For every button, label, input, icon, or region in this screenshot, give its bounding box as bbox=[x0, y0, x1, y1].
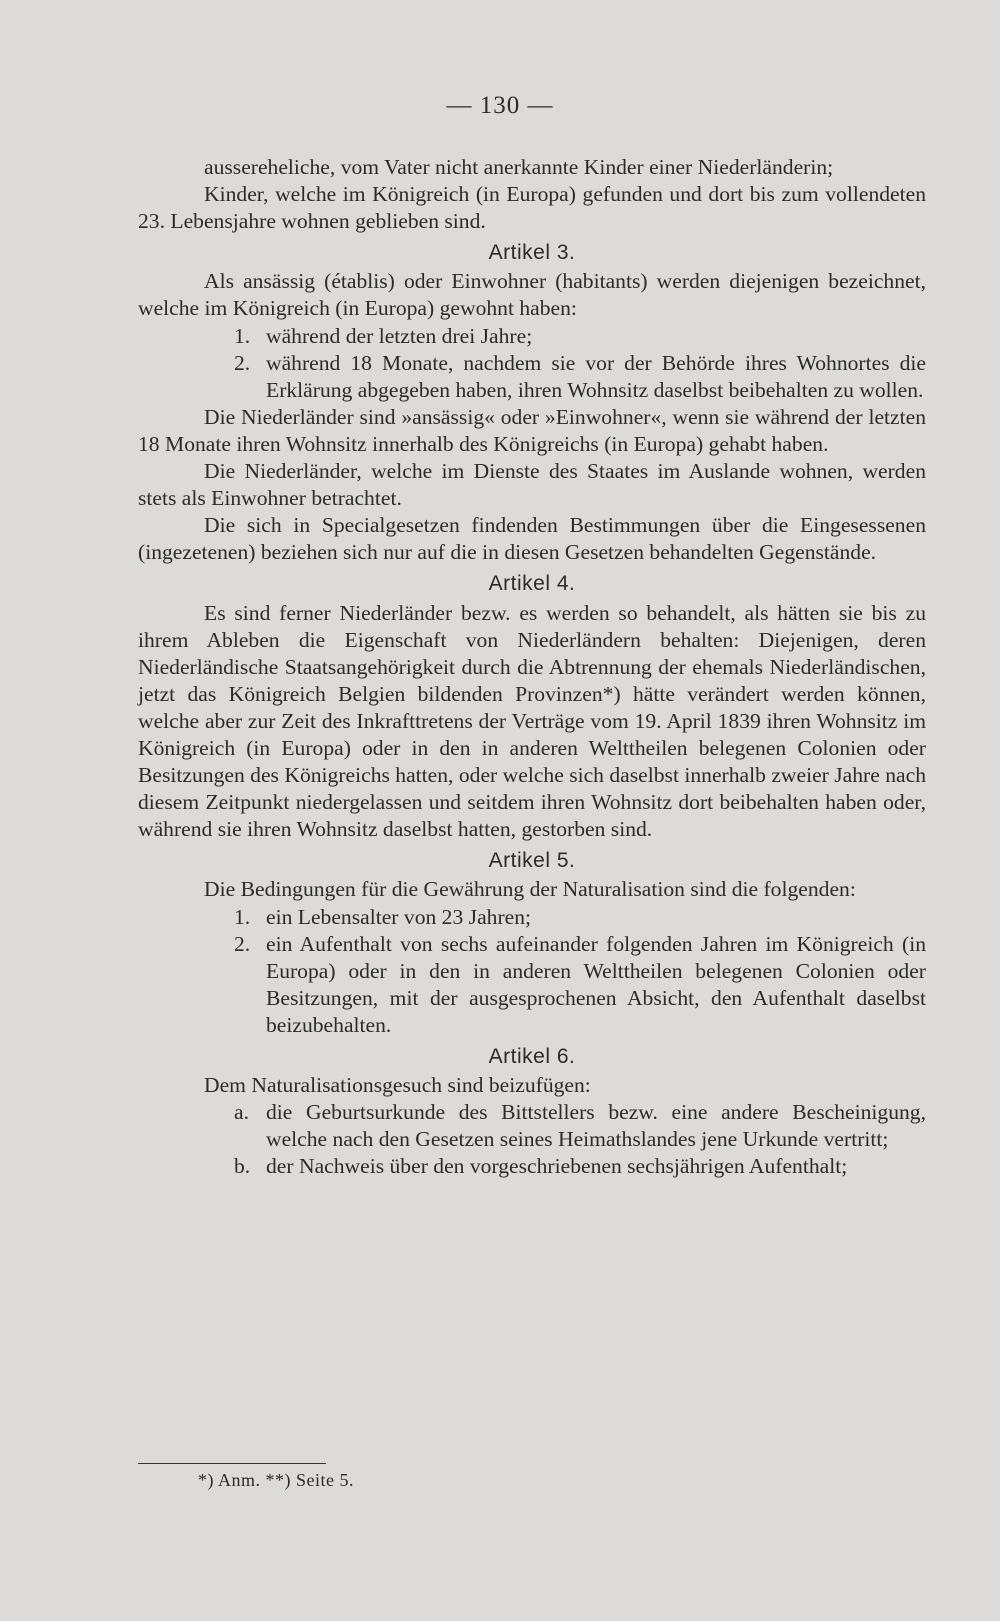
list-item-text: die Geburtsurkunde des Bittstellers bezw. eine andere Bescheinigung, welche nach den Gesetzen seines Heimathslandes jene Urkunde vertritt; bbox=[266, 1100, 926, 1152]
list-item-text: ein Lebensalter von 23 Jahren; bbox=[266, 904, 532, 929]
list-item-number: 2. bbox=[234, 931, 251, 956]
list-item-number: 1. bbox=[234, 323, 251, 348]
article-heading: Artikel 4. bbox=[488, 572, 576, 596]
paragraph: Dem Naturalisationsgesuch sind beizufügen: bbox=[204, 1073, 591, 1098]
article-heading: Artikel 5. bbox=[488, 849, 576, 873]
paragraph: aussereheliche, vom Vater nicht anerkannte Kinder einer Niederländerin; bbox=[204, 155, 834, 179]
paragraph: Die Niederländer sind »ansässig« oder »Einwohner«, wenn sie während der letzten 18 Monate ihren Wohnsitz innerhalb des Königreichs (in Europa) gehabt haben. bbox=[138, 404, 926, 456]
article-heading: Artikel 3. bbox=[488, 241, 576, 265]
paragraph: Die sich in Specialgesetzen findenden Bestimmungen über die Eingesessenen (ingezetenen) beziehen sich nur auf die in diesen Gesetzen behandelten Gegenstände. bbox=[138, 513, 926, 565]
page-number: — 130 — bbox=[446, 92, 554, 119]
list-item bbox=[138, 1153, 926, 1180]
paragraph: Als ansässig (établis) oder Einwohner (habitants) werden diejenigen bezeichnet, welche im Königreich (in Europa) gewohnt haben: bbox=[138, 269, 926, 321]
article-heading: Artikel 6. bbox=[488, 1045, 576, 1068]
list-item bbox=[138, 323, 926, 350]
list-item-letter: b. bbox=[234, 1154, 251, 1179]
paragraph: Die Bedingungen für die Gewährung der Naturalisation sind die folgenden: bbox=[204, 877, 856, 902]
paragraph: Kinder, welche im Königreich (in Europa) gefunden und dort bis zum vollendeten 23. Lebensjahre wohnen geblieben sind. bbox=[138, 182, 926, 234]
list-item bbox=[138, 350, 926, 404]
footnote: *) Anm. **) Seite 5. bbox=[198, 1470, 354, 1490]
footnote-divider bbox=[138, 1463, 326, 1464]
list-item-number: 2. bbox=[234, 350, 251, 375]
list-item-text: während der letzten drei Jahre; bbox=[266, 323, 533, 348]
page-body bbox=[138, 154, 926, 1180]
list-item-text: während 18 Monate, nachdem sie vor der Behörde ihres Wohnortes die Erklärung abgegeben haben, ihren Wohnsitz daselbst beibehalten zu wollen. bbox=[266, 350, 926, 402]
paragraph: Die Niederländer, welche im Dienste des Staates im Auslande wohnen, werden stets als Einwohner betrachtet. bbox=[138, 459, 926, 511]
list-item-letter: a. bbox=[234, 1100, 249, 1125]
list-item-text: ein Aufenthalt von sechs aufeinander folgenden Jahren im Königreich (in Europa) oder in den in anderen Welttheilen belegenen Colonien oder Besitzungen, mit der ausgesprochenen Absicht, den Aufenthalt daselbst beizubehalten. bbox=[266, 931, 926, 1037]
paragraph: Es sind ferner Niederländer bezw. es werden so behandelt, als hätten sie bis zu ihrem Ableben die Eigenschaft von Niederländern behalten: Diejenigen, deren Niederländische Staatsangehörigkeit durch die Abtrennung der ehemals Niederländischen, jetzt das Königreich Belgien bildenden Provinzen*) hätte verändert werden können, welche aber zur Zeit des Inkrafttretens der Verträge vom 19. April 1839 ihren Wohnsitz im Königreich (in Europa) oder in den in anderen Welttheilen belegenen Colonien oder Besitzungen des Königreichs hatten, oder welche sich daselbst innerhalb zweier Jahre nach diesem Zeitpunkt niedergelassen und seitdem ihren Wohnsitz dort beibehalten haben oder, während sie ihren Wohnsitz daselbst hatten, gestorben sind. bbox=[138, 600, 926, 842]
list-item bbox=[138, 1099, 926, 1153]
list-item-text: der Nachweis über den vorgeschriebenen sechsjährigen Aufenthalt; bbox=[266, 1154, 848, 1179]
list-item bbox=[138, 904, 926, 931]
list-item-number: 1. bbox=[234, 904, 251, 929]
list-item bbox=[138, 931, 926, 1039]
